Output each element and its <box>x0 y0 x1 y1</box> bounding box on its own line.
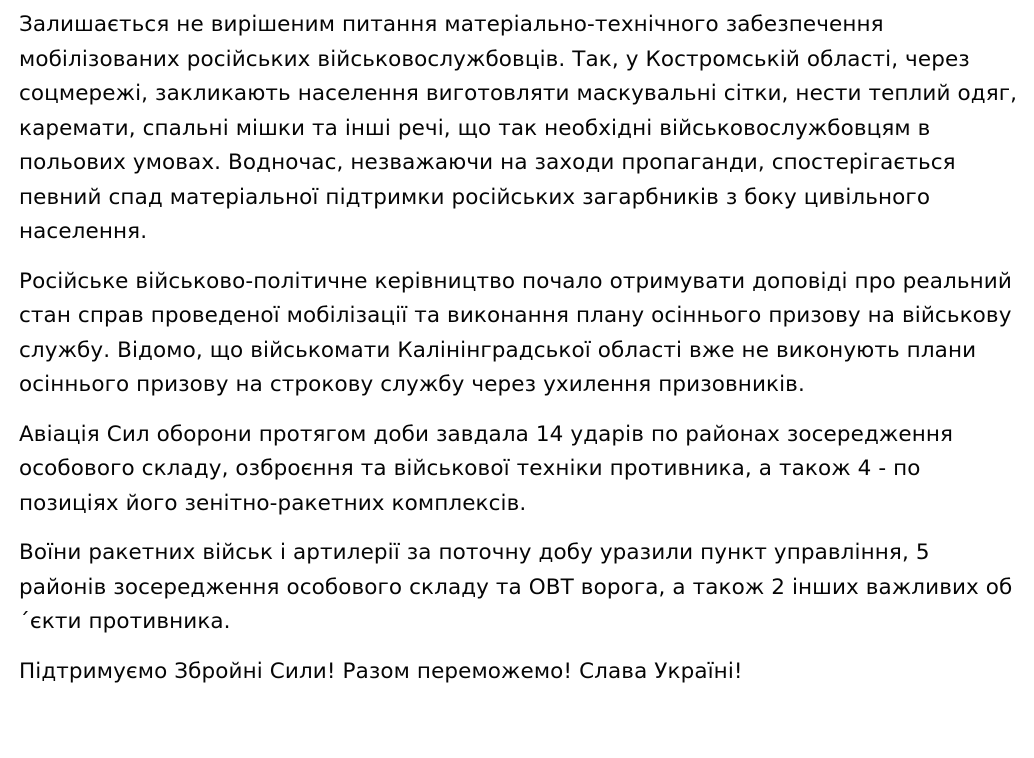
post-paragraph-conscription: Російське військово-політичне керівництво почало отримувати доповіді про реальний стан справ проведеної мобілізації та виконання плану осіннього призову на військову службу. Відомо, що військомати Калінінградської області вже не виконують плани осіннього призову на строкову службу через ухилення призовників. <box>19 268 1012 397</box>
post-paragraph-supply: Залишається не вирішеним питання матеріально-технічного забезпечення мобілізованих російських військовослужбовців. Так, у Костромській області, через соцмережі, закликають населення виготовляти маскувальні сітки, нести теплий одяг, каремати, спальні мішки та інші речі, що так необхідні військовослужбовцям в польових умовах. Водночас, незважаючи на заходи пропаганди, спостерігається певний спад матеріальної підтримки російських загарбників з боку цивільного населення. <box>19 12 1018 244</box>
post-paragraph-closing: Підтримуємо Збройні Сили! Разом переможемо! Слава Україні! <box>19 658 743 684</box>
post-paragraph-aviation: Авіація Сил оборони протягом доби завдала 14 ударів по районах зосередження особового складу, озброєння та військової техніки противника, а також 4 - по позиціях його зенітно-ракетних комплексів. <box>19 421 954 516</box>
post-paragraph-artillery: Воїни ракетних військ і артилерії за поточну добу уразили пункт управління, 5 районів зосередження особового складу та ОВТ ворога, а також 2 інших важливих об´єкти противника. <box>19 540 1013 634</box>
